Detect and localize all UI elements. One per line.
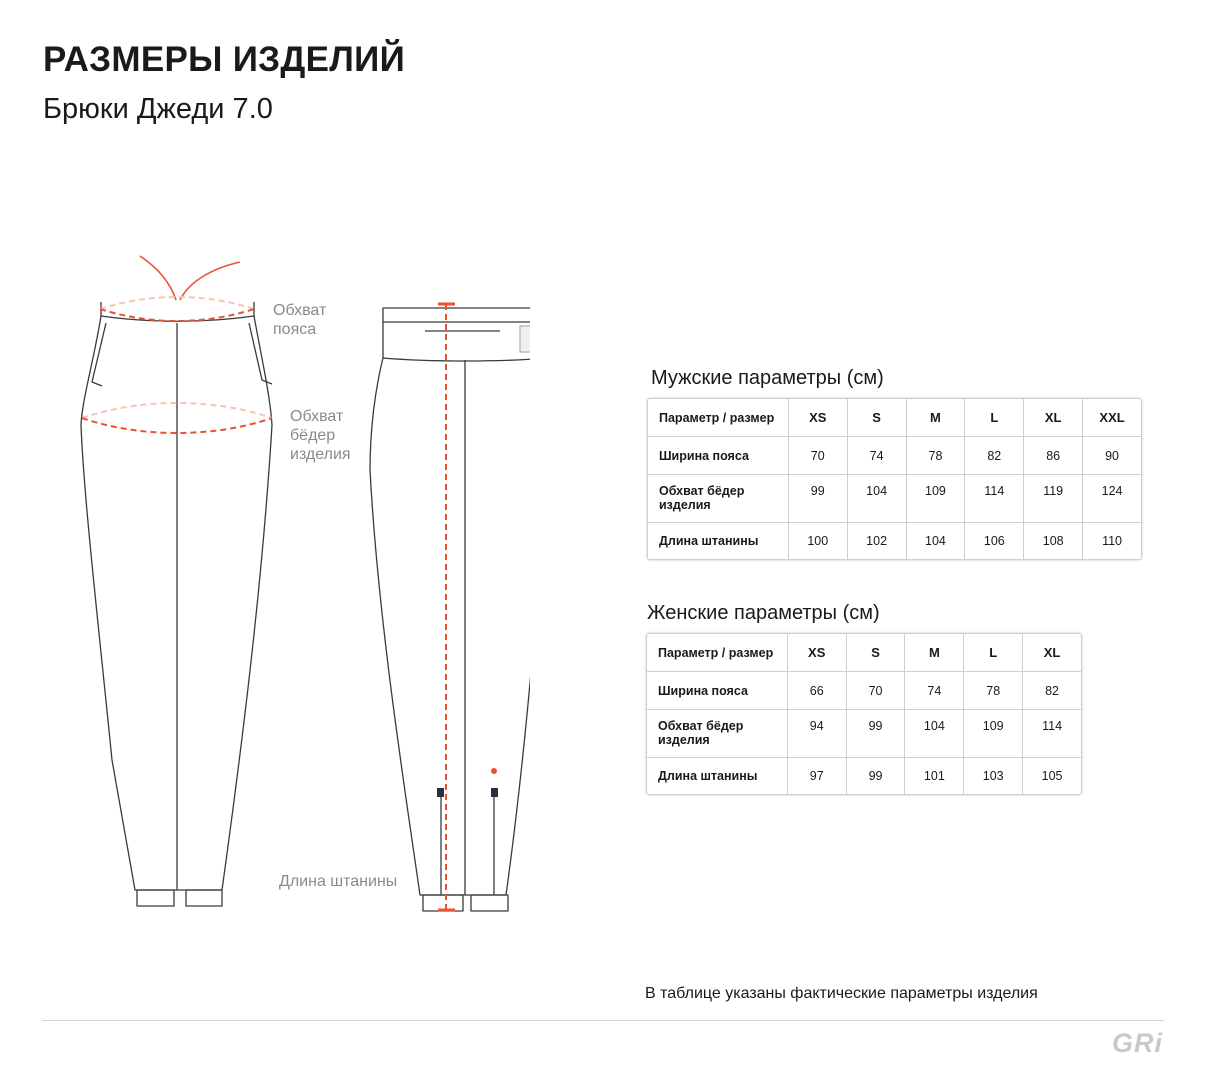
table-cell: 124 [1083, 475, 1141, 523]
size-header: XS [788, 634, 847, 672]
drawstring [180, 262, 240, 300]
table-cell: 102 [848, 523, 907, 559]
row-label: Обхват бёдер изделия [648, 475, 789, 523]
table-cell: 101 [905, 758, 964, 794]
size-header: S [847, 634, 906, 672]
women-table-title: Женские параметры (см) [647, 602, 880, 624]
zip-puller [437, 788, 444, 797]
table-cell: 70 [789, 437, 848, 475]
women-size-table [646, 633, 1082, 795]
table-cell: 74 [905, 672, 964, 710]
table-cell: 103 [964, 758, 1023, 794]
table-row [648, 475, 1141, 523]
table-cell: 78 [964, 672, 1023, 710]
men-table-title: Мужские параметры (см) [651, 367, 884, 389]
front-cuff-right [186, 890, 222, 906]
table-cell: 99 [789, 475, 848, 523]
length-label: Длина штанины [279, 873, 398, 890]
table-cell: 114 [1023, 710, 1081, 758]
waist-arc-back [100, 297, 254, 309]
table-cell: 106 [965, 523, 1024, 559]
table-cell: 108 [1024, 523, 1083, 559]
size-header: M [905, 634, 964, 672]
front-cuff-left [137, 890, 174, 906]
front-waistband [101, 302, 254, 321]
product-name: Брюки Джеди 7.0 [43, 93, 273, 125]
table-cell: 94 [788, 710, 847, 758]
back-outline [370, 358, 530, 895]
table-row [647, 710, 1081, 758]
row-label: Длина штанины [647, 758, 788, 794]
table-cell: 100 [789, 523, 848, 559]
table-cell: 109 [964, 710, 1023, 758]
zip-puller [491, 788, 498, 797]
page-title: РАЗМЕРЫ ИЗДЕЛИЙ [43, 40, 406, 79]
front-view [81, 256, 272, 906]
row-label: Ширина пояса [648, 437, 789, 475]
size-header: XS [789, 399, 848, 437]
header-param-label: Параметр / размер [648, 399, 789, 437]
table-cell: 90 [1083, 437, 1141, 475]
table-cell: 114 [965, 475, 1024, 523]
table-cell: 86 [1024, 437, 1083, 475]
table-cell: 74 [848, 437, 907, 475]
table-header-row [647, 634, 1081, 672]
table-cell: 99 [847, 758, 906, 794]
logo-tag [520, 326, 530, 352]
size-header: XXL [1083, 399, 1141, 437]
table-cell: 97 [788, 758, 847, 794]
row-label: Длина штанины [648, 523, 789, 559]
pants-drawing [60, 240, 530, 930]
table-row [648, 437, 1141, 475]
hips-label: Обхват бёдер изделия [290, 408, 351, 463]
table-cell: 104 [848, 475, 907, 523]
footer-divider [42, 1020, 1164, 1021]
table-cell: 78 [907, 437, 966, 475]
table-cell: 109 [907, 475, 966, 523]
table-header-row [648, 399, 1141, 437]
footer-note: В таблице указаны фактические параметры изделия [645, 985, 1038, 1002]
men-size-table [647, 398, 1142, 560]
table-cell: 70 [847, 672, 906, 710]
table-cell: 110 [1102, 534, 1123, 548]
size-header: L [965, 399, 1024, 437]
table-cell: 119 [1024, 475, 1083, 523]
size-header: XL [1024, 399, 1083, 437]
row-label: Ширина пояса [647, 672, 788, 710]
drawstring [140, 256, 176, 300]
accent-dot [491, 768, 497, 774]
table-cell: 82 [965, 437, 1024, 475]
table-cell: 82 [1023, 672, 1081, 710]
waist-label: Обхват пояса [273, 302, 327, 338]
size-header: XL [1023, 634, 1081, 672]
table-cell: 104 [907, 523, 966, 559]
back-view [370, 308, 530, 911]
back-waistband [383, 308, 530, 361]
size-header: S [848, 399, 907, 437]
table-cell: 66 [788, 672, 847, 710]
table-row [647, 758, 1081, 794]
brand-logo: GRi [1112, 1028, 1164, 1058]
table-cell: 99 [847, 710, 906, 758]
back-cuff-right [471, 895, 508, 911]
table-row [648, 523, 1141, 559]
pants-diagram [60, 240, 530, 930]
table-cell: 104 [905, 710, 964, 758]
table-cell: 105 [1041, 769, 1063, 783]
row-label: Обхват бёдер изделия [647, 710, 788, 758]
table-row [647, 672, 1081, 710]
size-header: L [964, 634, 1023, 672]
header-param-label: Параметр / размер [647, 634, 788, 672]
size-header: M [907, 399, 966, 437]
